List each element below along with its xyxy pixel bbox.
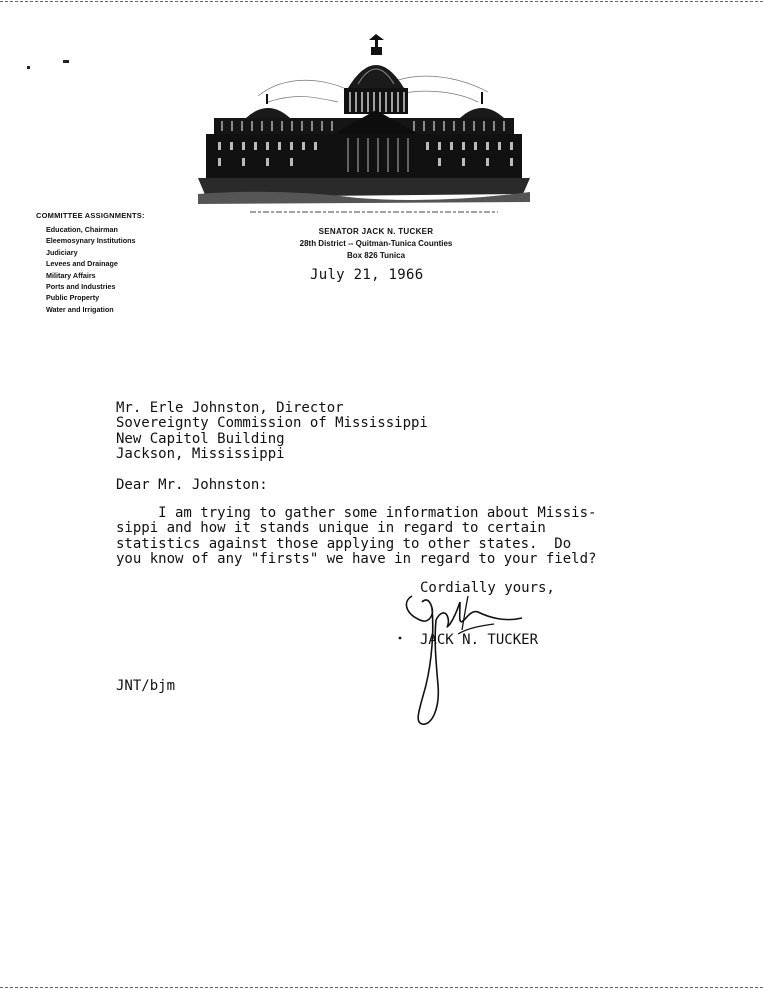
committee-item: Education, Chairman [46, 225, 118, 234]
committee-item: Military Affairs [46, 270, 96, 280]
committee-heading: COMMITTEE ASSIGNMENTS: [36, 211, 145, 220]
committee-item: Ports and Industries [46, 282, 116, 292]
sender-district: 28th District -- Quitman-Tunica Counties [299, 239, 453, 248]
committee-item: Public Property [46, 293, 100, 303]
committee-item: Water and Irrigation [46, 304, 114, 314]
recipient-line: Sovereignty Commission of Mississippi [116, 415, 428, 432]
bottom-edge-dashes [0, 987, 763, 988]
recipient-line: New Capitol Building [116, 430, 285, 447]
handwritten-signature [398, 590, 538, 730]
top-edge-dashes [0, 1, 763, 2]
sender-name: SENATOR JACK N. TUCKER [318, 227, 434, 236]
sender-box: Box 826 Tunica [346, 251, 406, 260]
salutation: Dear Mr. Johnston: [116, 477, 268, 493]
committee-item: Judiciary [46, 247, 78, 257]
complimentary-close: Cordially yours, [420, 580, 555, 596]
scan-speck [63, 60, 69, 63]
committee-item: Levees and Drainage [46, 259, 118, 269]
committee-list [36, 224, 145, 315]
sender-block [252, 226, 500, 262]
scan-speck [27, 66, 30, 69]
recipient-line: Mr. Erle Johnston, Director [116, 400, 344, 416]
capitol-building-illustration [198, 32, 530, 217]
letter-body: I am trying to gather some information about Missis- sippi and how it stands unique in regard to certain statistics against those applying to other states. Do you know of any "firsts" we have in regard to your field? [116, 505, 597, 567]
committee-assignments-block [36, 211, 145, 315]
reference-initials: JNT/bjm [116, 678, 176, 694]
recipient-line: Jackson, Mississippi [116, 445, 285, 462]
recipient-address [116, 401, 428, 462]
typed-signature: JACK N. TUCKER [420, 632, 539, 648]
letter-date: July 21, 1966 [310, 267, 424, 283]
committee-item: Eleemosynary Institutions [46, 236, 136, 246]
